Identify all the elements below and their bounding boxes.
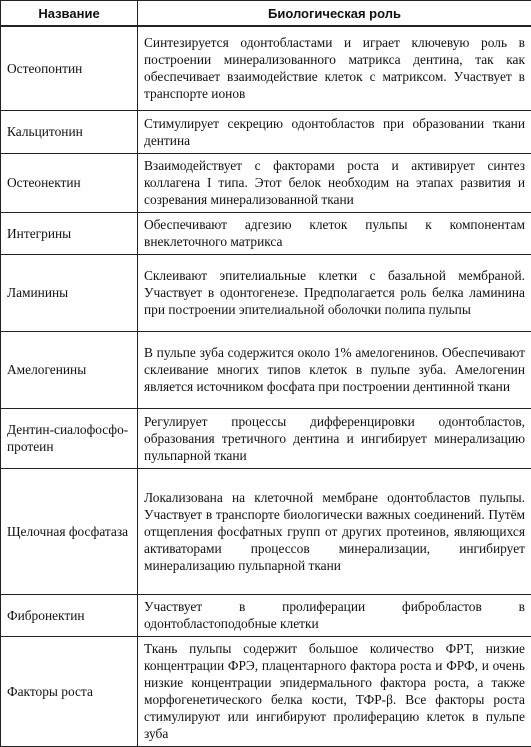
table-row — [1, 408, 531, 468]
table-header-row — [1, 1, 531, 27]
row-role: Стимулирует секрецию одонтобластов при образовании ткани дентина — [138, 110, 531, 153]
column-header-role: Биологическая роль — [138, 1, 531, 27]
table-row — [1, 110, 531, 153]
row-role: Участвует в пролиферации фибробластов в одонтобластоподобные клетки — [138, 594, 531, 636]
row-name: Амелогенины — [1, 331, 138, 408]
row-name: Ламинины — [1, 254, 138, 331]
table-row — [1, 468, 531, 594]
row-name: Кальцитонин — [1, 110, 138, 153]
row-name: Дентин-сиалофосфо-протеин — [1, 408, 138, 468]
table-row — [1, 212, 531, 254]
table-row — [1, 254, 531, 331]
row-role: В пульпе зуба содержится около 1% амелогенинов. Обеспечивают склеивание многих типов клеток в пульпе зуба. Амелогенин является источником фосфата при построении дентинной ткани — [138, 331, 531, 408]
table-row — [1, 636, 531, 746]
row-name: Интегрины — [1, 212, 138, 254]
row-role: Локализована на клеточной мембране одонтобластов пульпы. Участвует в транспорте биологически важных соединений. Путём отщепления фосфатных групп от других протеинов, являющихся активаторами процессов минерализации, ингибирует минерализацию пульпарной ткани — [138, 468, 531, 594]
row-name: Остеопонтин — [1, 26, 138, 110]
table-row — [1, 331, 531, 408]
table-row — [1, 153, 531, 212]
row-name: Щелочная фосфатаза — [1, 468, 138, 594]
row-role: Ткань пульпы содержит большое количество ФРТ, низкие концентрации ФРЭ, плацентарного фактора роста и ФРФ, и очень низкие концентрации эпидермального фактора роста, а также морфогенетического белка кости, ТФР-β. Все факторы роста стимулируют или ингибируют пролиферацию клеток в пульпе зуба — [138, 636, 531, 746]
row-name: Остеонектин — [1, 153, 138, 212]
row-role: Обеспечивают адгезию клеток пульпы к компонентам внеклеточного матрикса — [138, 212, 531, 254]
row-role: Синтезируется одонтобластами и играет ключевую роль в построении минерализованного матрикса дентина, так как обеспечивает взаимодействие клеток с матриксом. Участвует в транспорте ионов — [138, 26, 531, 110]
column-header-name: Название — [1, 1, 138, 27]
row-name: Факторы роста — [1, 636, 138, 746]
row-name: Фибронектин — [1, 594, 138, 636]
table-row — [1, 594, 531, 636]
row-role: Регулирует процессы дифференцировки одонтобластов, образования третичного дентина и ингибирует минерализацию пульпарной ткани — [138, 408, 531, 468]
table-row — [1, 26, 531, 110]
row-role: Склеивают эпителиальные клетки с базальной мембраной. Участвует в одонтогенезе. Предполагается роль белка ламинина при построении эпителиальной оболочки полипа пульпы — [138, 254, 531, 331]
row-role: Взаимодействует с факторами роста и активирует синтез коллагена I типа. Этот белок необходим на этапах развития и созревания минерализованной ткани — [138, 153, 531, 212]
